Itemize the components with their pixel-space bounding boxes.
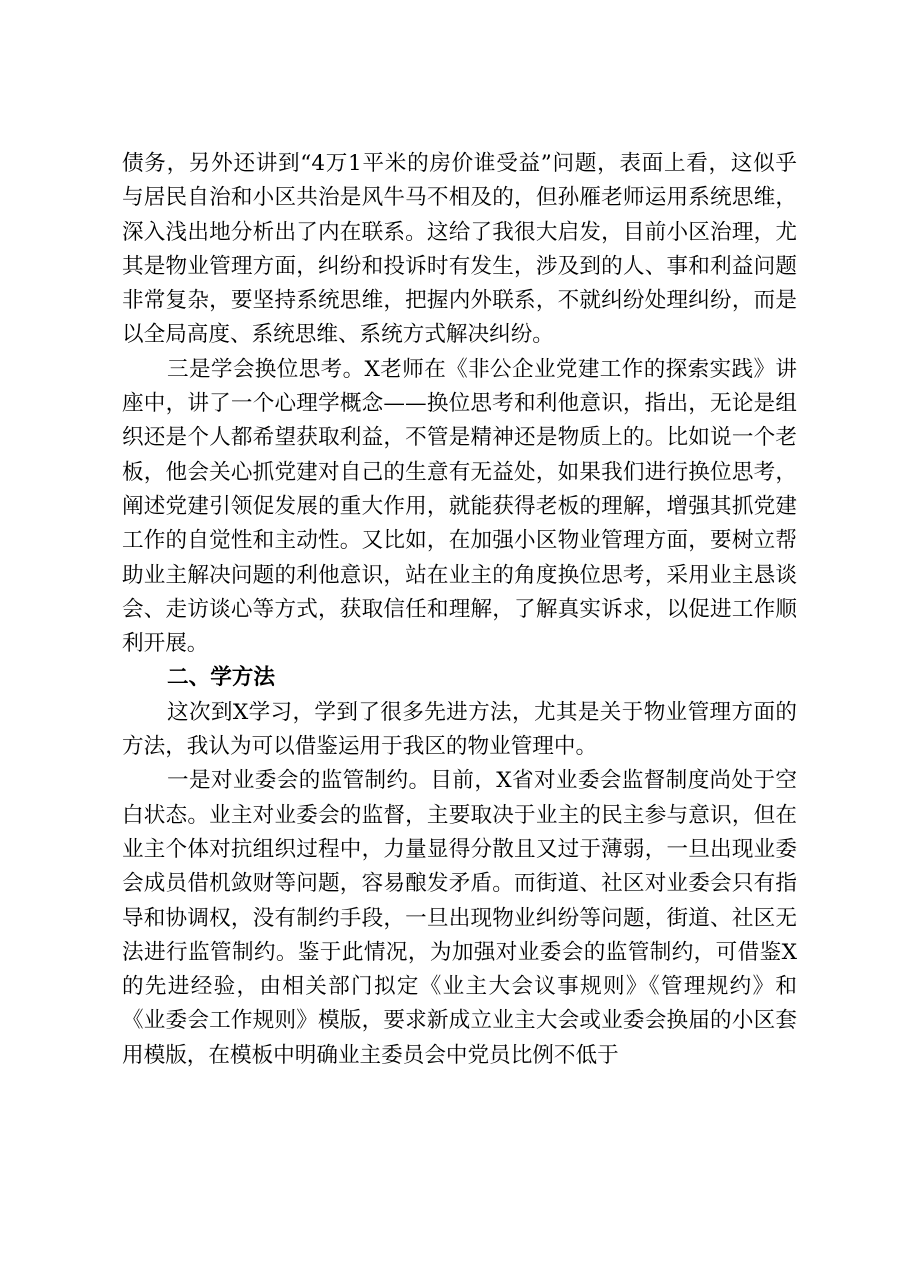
section-heading-methods: 二、学方法 — [167, 665, 275, 691]
paragraph-continuation: 债务，另外还讲到“4万1平米的房价谁受益”问题，表面上看，这似乎与居民自治和小区共治是风牛马不相及的，但孙雁老师运用系统思维，深入浅出地分析出了内在联系。这给了我很大启发，目前小区治理，尤其是物业管理方面，纠纷和投诉时有发生，涉及到的人、事和利益问题非常复杂，要坚持系统思维，把握内外联系，不就纠纷处理纠纷，而是以全局高度、系统思维、系统方式解决纠纷。 — [122, 151, 797, 348]
document-page — [122, 147, 797, 1073]
paragraph-committee-supervision: 一是对业委会的监管制约。目前，X省对业委会监督制度尚处于空白状态。业主对业委会的监督，主要取决于业主的民主参与意识，但在业主个体对抗组织过程中，力量显得分散且又过于薄弱，一旦出现业委会成员借机敛财等问题，容易酿发矛盾。而街道、社区对业委会只有指导和协调权，没有制约手段，一旦出现物业纠纷等问题，街道、社区无法进行监管制约。鉴于此情况，为加强对业委会的监管制约，可借鉴X的先进经验，由相关部门拟定《业主大会议事规则》《管理规约》和《业委会工作规则》模版，要求新成立业主大会或业委会换届的小区套用模版，在模板中明确业主委员会中党员比例不低于 — [122, 768, 797, 1068]
paragraph-methods-intro: 这次到X学习，学到了很多先进方法，尤其是关于物业管理方面的方法，我认为可以借鉴运用于我区的物业管理中。 — [122, 699, 797, 760]
paragraph-perspective-taking: 三是学会换位思考。X老师在《非公企业党建工作的探索实践》讲座中，讲了一个心理学概念——换位思考和利他意识，指出，无论是组织还是个人都希望获取利益，不管是精神还是物质上的。比如说一个老板，他会关心抓党建对自己的生意有无益处，如果我们进行换位思考，阐述党建引领促发展的重大作用，就能获得老板的理解，增强其抓党建工作的自觉性和主动性。又比如，在加强小区物业管理方面，要树立帮助业主解决问题的利他意识，站在业主的角度换位思考，采用业主恳谈会、走访谈心等方式，获取信任和理解，了解真实诉求，以促进工作顺利开展。 — [122, 356, 797, 657]
